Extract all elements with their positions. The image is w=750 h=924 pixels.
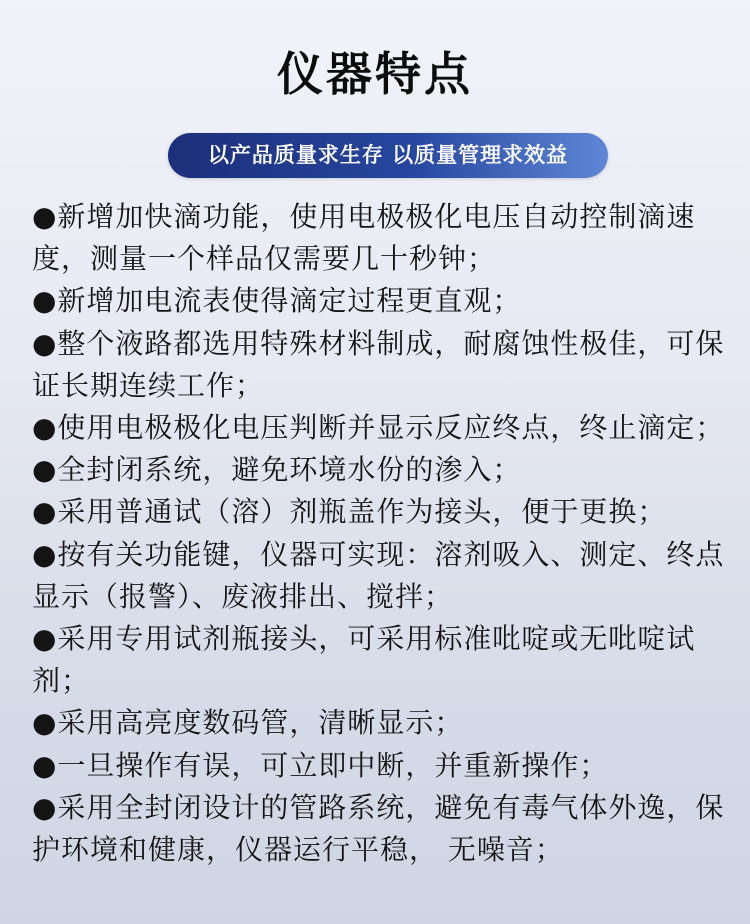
feature-list	[32, 196, 732, 871]
feature-item: ●新增加电流表使得滴定过程更直观；	[32, 284, 522, 318]
feature-item: ●采用专用试剂瓶接头，可采用标准吡啶或无吡啶试剂；	[32, 622, 696, 698]
feature-item: ●新增加快滴功能，使用电极极化电压自动控制滴速度，测量一个样品仅需要几十秒钟；	[32, 200, 696, 276]
feature-item: ●全封闭系统，避免环境水份的渗入；	[32, 453, 522, 487]
feature-item: ●使用电极极化电压判断并显示反应终点，终止滴定；	[32, 411, 725, 445]
feature-item: ●按有关功能键，仪器可实现：溶剂吸入、测定、终点显示（报警）、废液排出、搅拌；	[32, 537, 725, 613]
feature-item: ●采用全封闭设计的管路系统，避免有毒气体外逸，保护环境和健康，仪器运行平稳， 无噪音；	[32, 790, 725, 867]
feature-item: ●一旦操作有误，可立即中断，并重新操作；	[32, 748, 609, 782]
page-title: 仪器特点	[277, 47, 473, 101]
feature-item: ●整个液路都选用特殊材料制成，耐腐蚀性极佳，可保证长期连续工作；	[32, 326, 725, 402]
feature-item: ●采用高亮度数码管，清晰显示；	[32, 706, 464, 740]
slogan-banner: 以产品质量求生存 以质量管理求效益	[168, 133, 608, 178]
feature-item: ●采用普通试（溶）剂瓶盖作为接头，便于更换；	[32, 495, 667, 529]
